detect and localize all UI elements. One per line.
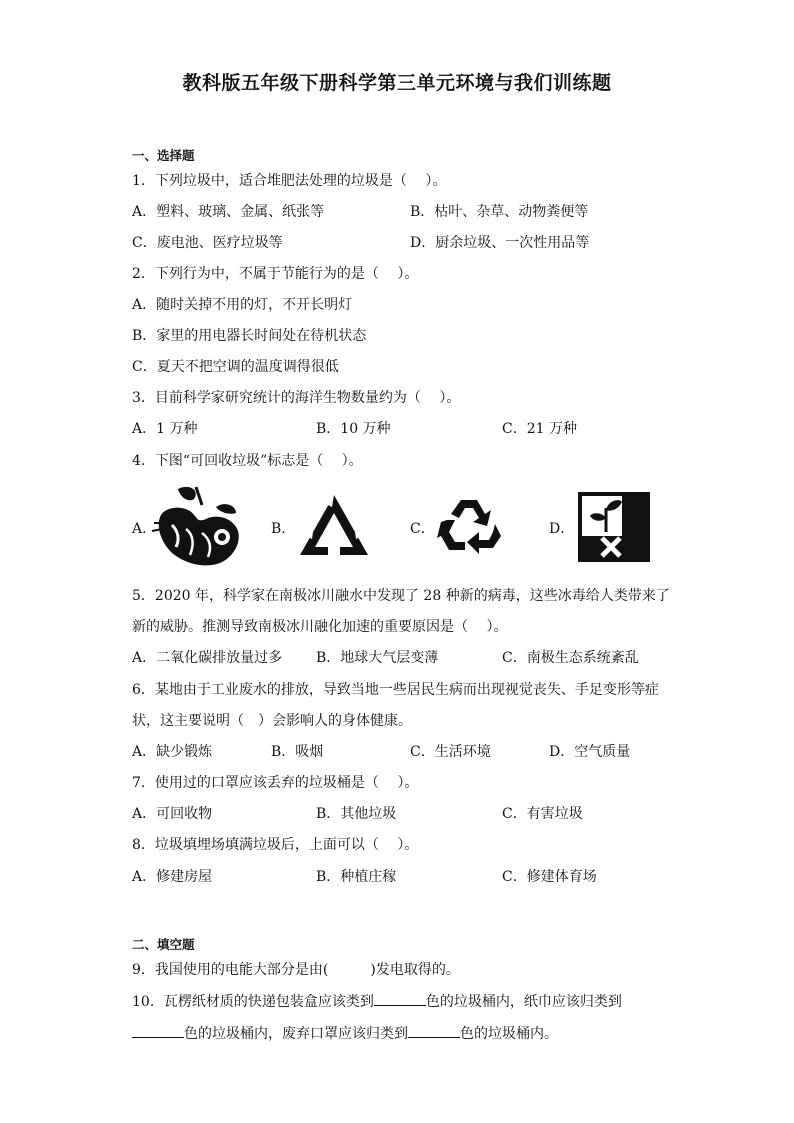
q10-text-part4: 色的垃圾桶内。 (460, 1026, 558, 1042)
question-5-stem-line2: 新的威胁。推测导致南极冰川融化加速的重要原因是（ ）。 (132, 619, 508, 635)
q7-option-c: C．有害垃圾 (502, 806, 583, 822)
plant-with-x-icon (578, 492, 650, 566)
q3-option-a: A．1 万种 (132, 421, 198, 437)
q10-text-part1: 10．瓦楞纸材质的快递包装盒应该类到 (132, 994, 374, 1010)
q4-option-b-label: B． (271, 521, 296, 537)
q5-option-a: A．二氧化碳排放量过多 (132, 650, 283, 666)
page-title: 教科版五年级下册科学第三单元环境与我们训练题 (182, 72, 612, 94)
q4-option-d-label: D． (549, 521, 575, 537)
q10-text-part3: 色的垃圾桶内，废弃口罩应该归类到 (184, 1026, 408, 1042)
question-9: 9．我国使用的电能大部分是由( )发电取得的。 (132, 962, 460, 978)
q2-option-c: C．夏天不把空调的温度调得很低 (132, 359, 339, 375)
question-5-stem-line1: 5．2020 年，科学家在南极冰川融水中发现了 28 种新的病毒，这些冰毒给人类带来了 (132, 588, 670, 604)
q8-option-b: B．种植庄稼 (316, 869, 397, 885)
q10-blank-1[interactable] (374, 991, 426, 1006)
q8-option-a: A．修建房屋 (132, 869, 213, 885)
q1-option-d: D．厨余垃圾、一次性用品等 (410, 235, 590, 251)
q2-option-a: A．随时关掉不用的灯，不开长明灯 (132, 297, 353, 313)
q3-option-c: C．21 万种 (502, 421, 577, 437)
q6-option-a: A．缺少锻炼 (132, 744, 213, 760)
q1-option-c: C．废电池、医疗垃圾等 (132, 235, 283, 251)
q1-option-b: B．枯叶、杂草、动物粪便等 (410, 204, 589, 220)
q8-option-c: C．修建体育场 (502, 869, 597, 885)
q2-option-b: B．家里的用电器长时间处在待机状态 (132, 328, 367, 344)
q1-option-a: A．塑料、玻璃、金属、纸张等 (132, 204, 325, 220)
q10-blank-3[interactable] (408, 1023, 460, 1038)
q7-option-a: A．可回收物 (132, 806, 213, 822)
question-10-line2 (132, 1023, 558, 1044)
section-heading-choice: 一、选择题 (132, 148, 195, 163)
recycle-arrows-icon (437, 494, 503, 560)
question-1-stem: 1．下列垃圾中，适合堆肥法处理的垃圾是（ ）。 (132, 173, 447, 189)
q10-text-part2: 色的垃圾桶内，纸巾应该归类到 (425, 994, 622, 1010)
q5-option-c: C．南极生态系统紊乱 (502, 650, 639, 666)
q4-option-c-label: C． (410, 521, 435, 537)
q6-option-b: B．吸烟 (271, 744, 324, 760)
question-6-stem-line2: 状，这主要说明（ ）会影响人的身体健康。 (132, 713, 412, 729)
q10-blank-2[interactable] (132, 1023, 184, 1038)
q3-option-b: B．10 万种 (316, 421, 391, 437)
q4-option-a-label: A． (132, 521, 157, 537)
question-2-stem: 2．下列行为中，不属于节能行为的是（ ）。 (132, 266, 419, 282)
q6-option-c: C．生活环境 (410, 744, 491, 760)
question-8-stem: 8．垃圾填埋场填满垃圾后，上面可以（ ）。 (132, 837, 419, 853)
question-7-stem: 7．使用过的口罩应该丢弃的垃圾桶是（ ）。 (132, 775, 419, 791)
section-heading-fill: 二、填空题 (132, 937, 195, 952)
question-6-stem-line1: 6．某地由于工业废水的排放，导致当地一些居民生病而出现视觉丧失、手足变形等症 (132, 682, 659, 698)
question-4-stem: 4．下图“可回收垃圾”标志是（ ）。 (132, 453, 363, 469)
question-10-line1 (132, 991, 622, 1012)
q5-option-b: B．地球大气层变薄 (316, 650, 439, 666)
question-3-stem: 3．目前科学家研究统计的海洋生物数量约为（ ）。 (132, 390, 461, 406)
q7-option-b: B．其他垃圾 (316, 806, 397, 822)
q6-option-d: D．空气质量 (549, 744, 631, 760)
apple-core-food-waste-icon (150, 483, 250, 573)
triangle-arrows-icon (298, 493, 370, 561)
